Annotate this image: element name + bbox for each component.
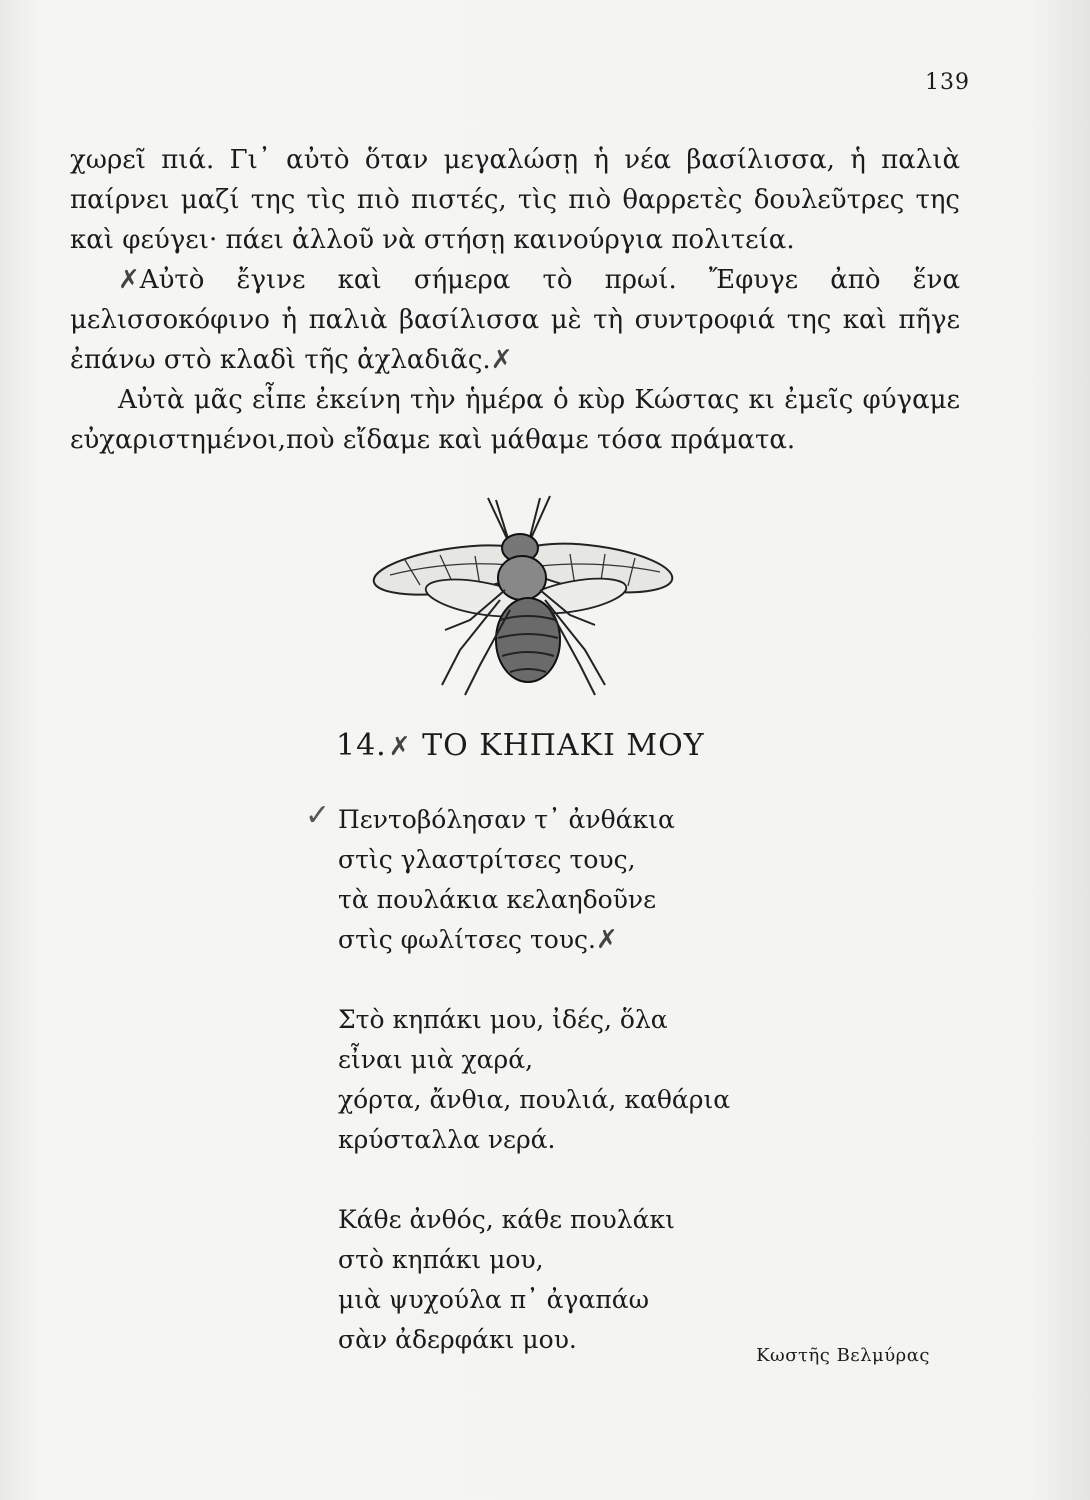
stanza-end-cross-mark: ✗: [596, 925, 618, 955]
handwritten-cross-mark: ✗: [118, 265, 140, 295]
poem-title-text: ΤΟ ΚΗΠΑΚΙ ΜΟΥ: [422, 728, 705, 763]
poem-title: [336, 728, 776, 763]
handwritten-check-mark: ✓: [305, 798, 331, 833]
poem-line: στὸ κηπάκι μου,: [338, 1245, 544, 1274]
paragraph-1: χωρεῖ πιά. Γι᾽ αὐτὸ ὅταν μεγαλώσῃ ἡ νέα βασίλισσα, ἡ παλιὰ παίρνει μαζί της τὶς πιὸ πιστές, τὶς πιὸ θαρρετὲς δουλεῦτρες της καὶ φεύγει· πάει ἀλλοῦ νὰ στήσῃ καινούργια πολιτεία.: [70, 145, 960, 255]
poem-line-with-mark: [338, 920, 858, 960]
poem-author: Κωστῆς Βελμύρας: [756, 1345, 930, 1366]
page-number: 139: [925, 70, 970, 95]
prose-block: [70, 140, 960, 460]
poem-line: στὶς γλαστρίτσες τους,: [338, 845, 636, 874]
poem-line: τὰ πουλάκια κελαηδοῦνε: [338, 885, 657, 914]
poem-line: Στὸ κηπάκι μου, ἰδές, ὅλα: [338, 1005, 668, 1034]
poem-number: 14.: [336, 728, 387, 763]
poem-line-text: στὶς φωλίτσες τους.: [338, 925, 597, 954]
paragraph-3: Αὐτὰ μᾶς εἶπε ἐκείνη τὴν ἡμέρα ὁ κὺρ Κώστας κι ἐμεῖς φύγαμε εὐχαριστημένοι,ποὺ εἴδαμε καὶ μάθαμε τόσα πράματα.: [70, 385, 960, 455]
poem-line: σὰν ἀδερφάκι μου.: [338, 1325, 577, 1354]
stanza-1: [338, 800, 858, 960]
poem-line: Κάθε ἀνθός, κάθε πουλάκι: [338, 1205, 675, 1234]
poem-line: κρύσταλλα νερά.: [338, 1125, 556, 1154]
bee-illustration: [360, 490, 690, 710]
poem-line: εἶναι μιὰ χαρά,: [338, 1045, 534, 1074]
stanza-3: [338, 1200, 858, 1360]
poem-body: [338, 800, 858, 1400]
paragraph-2: [70, 260, 960, 380]
title-cross-mark: ✗: [388, 732, 412, 762]
poem-line: Πεντοβόλησαν τ᾽ ἀνθάκια: [338, 805, 675, 834]
poem-line: μιὰ ψυχούλα π᾽ ἀγαπάω: [338, 1285, 650, 1314]
poem-line: χόρτα, ἄνθια, πουλιά, καθάρια: [338, 1085, 731, 1114]
stanza-2: [338, 1000, 858, 1160]
handwritten-cross-mark-end: ✗: [490, 345, 513, 375]
paragraph-2-text: Αὐτὸ ἔγινε καὶ σήμερα τὸ πρωί. Ἔφυγε ἀπὸ ἕνα μελισσοκόφινο ἡ παλιὰ βασίλισσα μὲ τὴ συντροφιά της καὶ πῆγε ἐπάνω στὸ κλαδὶ τῆς ἀχλαδιᾶς.: [70, 265, 960, 375]
